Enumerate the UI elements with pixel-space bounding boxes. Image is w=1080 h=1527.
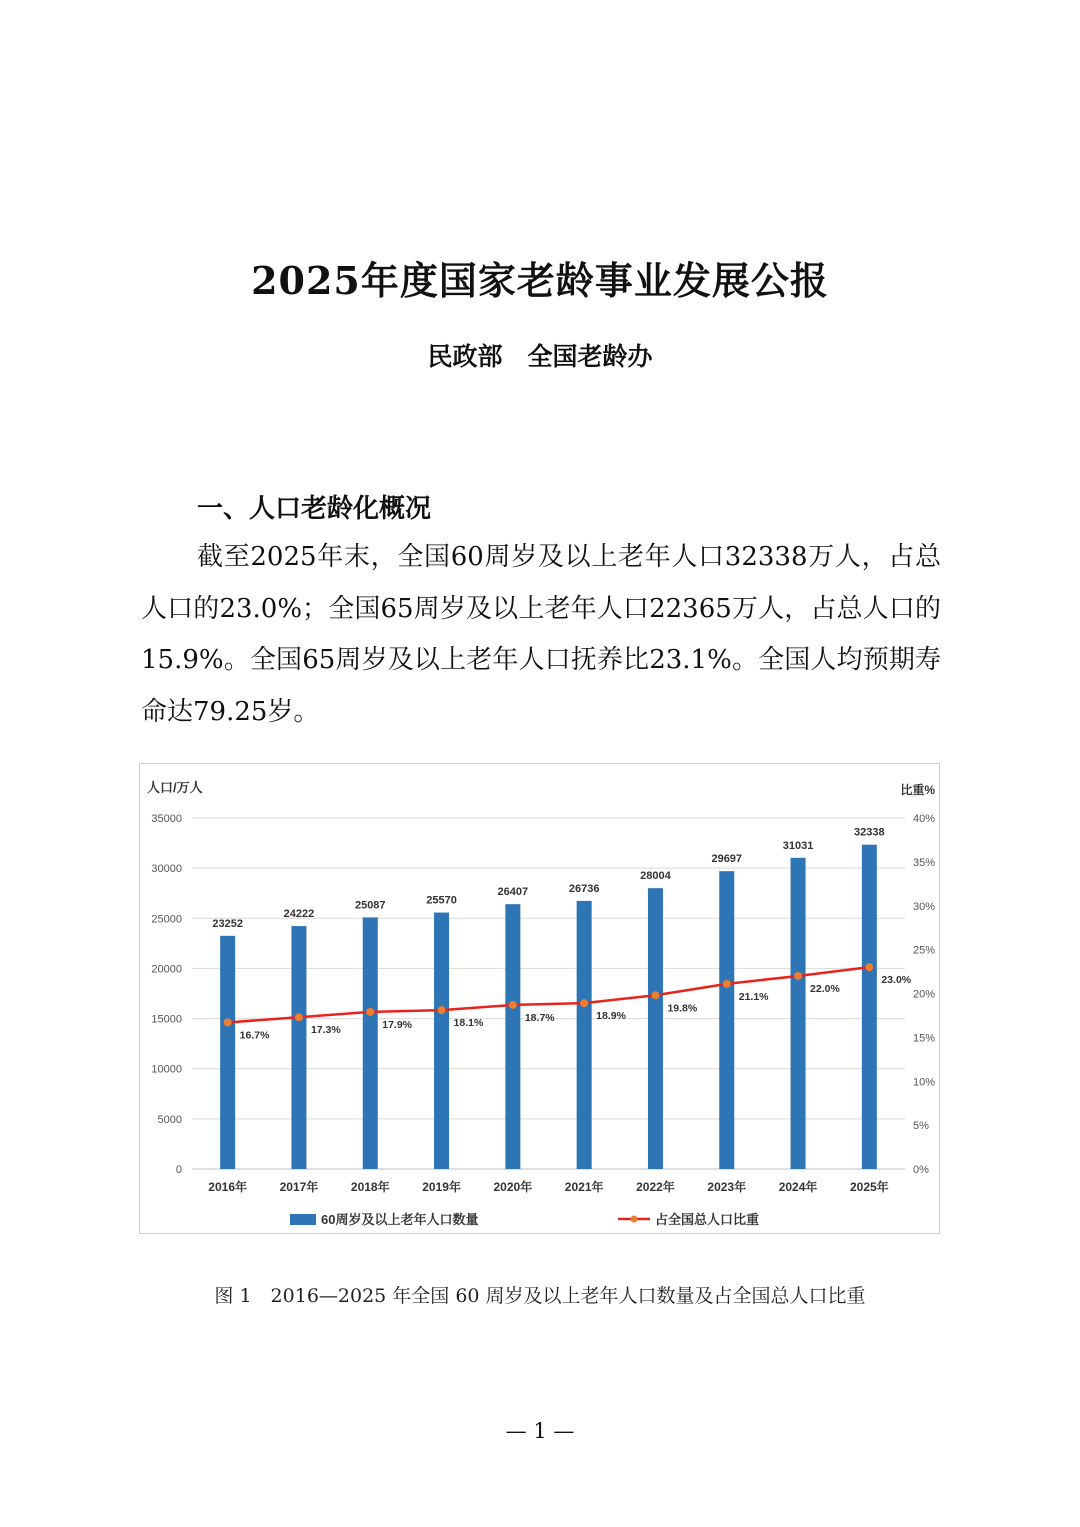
right-axis-tick: 20% [913,988,936,1001]
bar-value-label: 29697 [711,853,743,866]
x-axis-tick: 2019年 [422,1180,461,1194]
legend-line-marker [631,1216,638,1223]
bar [648,888,663,1169]
chart-bars [220,845,877,1169]
right-axis-tick: 25% [913,944,936,957]
left-axis-tick: 20000 [151,963,182,976]
ratio-value-label: 17.9% [382,1018,413,1031]
ratio-value-label: 19.8% [667,1002,698,1015]
ratio-value-label: 16.7% [239,1029,270,1042]
chart-container [139,763,940,1234]
left-axis-tick: 30000 [151,863,182,876]
left-axis-tick: 10000 [151,1063,182,1076]
ratio-value-label: 23.0% [881,974,912,987]
chart-left-axis-title: 人口/万人 [147,780,203,795]
x-axis-tick: 2024年 [778,1180,818,1194]
bar-value-label: 26407 [497,886,529,899]
ratio-point [723,980,731,988]
bar [862,845,877,1169]
right-axis-tick: 35% [913,856,936,869]
combo-chart [140,764,941,1235]
left-axis-tick: 5000 [157,1113,182,1126]
bar-value-label: 25570 [426,894,457,907]
page-number: — 1 — [505,1419,575,1443]
document-issuers: 民政部 全国老龄办 [427,342,653,371]
right-axis-tick: 15% [913,1032,936,1045]
bar-value-label: 28004 [640,870,671,883]
ratio-point [438,1006,446,1014]
ratio-point [865,963,873,971]
bar-value-label: 24222 [283,908,315,921]
ratio-point [295,1013,303,1021]
ratio-value-label: 21.1% [738,990,769,1003]
x-axis-tick: 2022年 [636,1180,675,1194]
bar-value-label: 31031 [782,839,814,852]
left-axis-tick: 0 [175,1164,182,1176]
right-axis-tick: 30% [913,900,936,913]
chart-right-axis-title: 比重% [900,783,935,797]
ratio-point [366,1008,374,1016]
x-axis-tick: 2020年 [493,1180,533,1194]
legend-line-label: 占全国总人口比重 [655,1212,760,1227]
bar [505,904,520,1169]
right-axis-tick: 10% [913,1076,936,1089]
x-axis-tick: 2018年 [350,1180,390,1194]
ratio-value-label: 17.3% [310,1024,341,1037]
body-paragraph: 截至2025年末，全国60周岁及以上老年人口32338万人，占总人口的23.0%；全国65周岁及以上老年人口22365万人，占总人口的15.9%。全国65周岁及以上老年人口抚养比23.1%。全国人均预期寿命达79.25岁。 [141,542,941,727]
bar [791,858,806,1169]
bar [220,936,235,1169]
right-axis-tick: 0% [913,1164,929,1176]
x-axis-tick: 2023年 [707,1180,747,1194]
legend-bar-label: 60周岁及以上老年人口数量 [321,1212,479,1227]
bar [577,901,592,1169]
section-heading: 一、人口老龄化概况 [197,494,432,524]
ratio-point [580,999,588,1007]
x-axis-tick: 2025年 [849,1180,889,1194]
ratio-value-label: 22.0% [810,982,840,995]
ratio-value-label: 18.7% [524,1011,555,1024]
ratio-point [224,1018,232,1026]
bar-value-label: 23252 [212,917,243,930]
bar-value-label: 26736 [568,882,600,895]
figure-caption: 图 1 2016—2025 年全国 60 周岁及以上老年人口数量及占全国总人口比重 [214,1285,866,1307]
left-axis-tick: 35000 [151,813,182,825]
left-axis-tick: 15000 [151,1013,182,1026]
x-axis-tick: 2021年 [564,1180,604,1194]
right-axis-tick: 40% [913,813,936,825]
ratio-value-label: 18.9% [596,1010,626,1023]
bar-value-label: 32338 [854,826,885,839]
ratio-point [794,972,802,980]
right-axis-tick: 5% [913,1120,929,1133]
ratio-point [509,1001,517,1009]
ratio-point [651,991,659,999]
bar-value-label: 25087 [354,899,386,912]
x-axis-tick: 2017年 [279,1180,319,1194]
bar [291,926,306,1169]
x-axis-tick: 2016年 [208,1180,248,1194]
bar [719,871,734,1169]
left-axis-tick: 25000 [151,913,182,926]
chart-legend [290,1212,759,1227]
ratio-value-label: 18.1% [453,1017,484,1030]
bar [363,917,378,1169]
document-title: 2025年度国家老龄事业发展公报 [251,258,829,303]
legend-bar-swatch [290,1214,316,1225]
bar [434,913,449,1169]
